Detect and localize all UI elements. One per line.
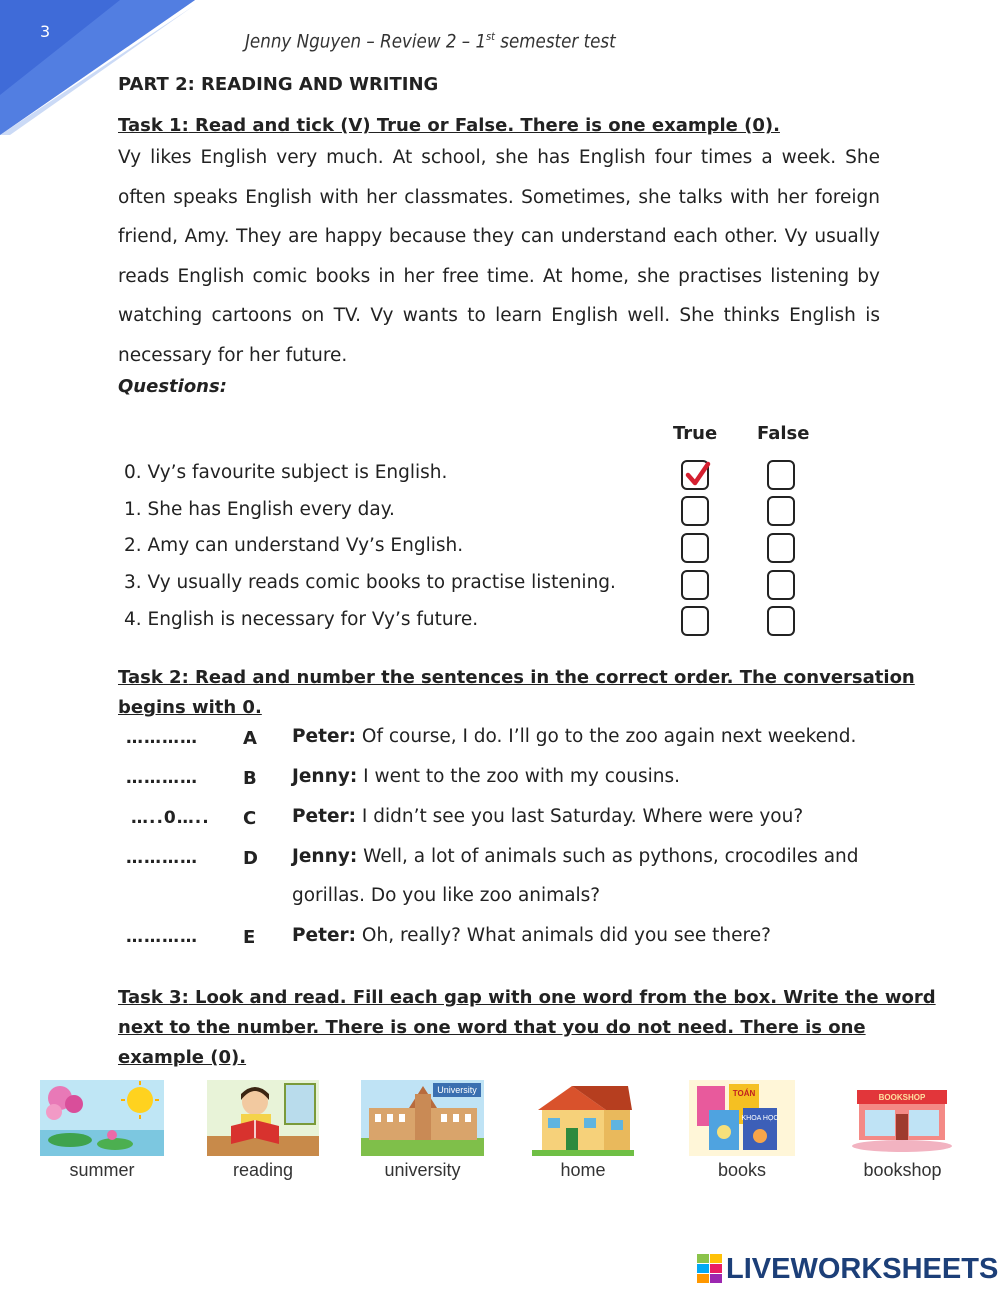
q3-true-checkbox[interactable]	[681, 570, 709, 600]
text-b: I went to the zoo with my cousins.	[357, 766, 680, 787]
books-picture	[689, 1080, 795, 1156]
letter-e: E	[243, 927, 256, 948]
text-a: Of course, I do. I’ll go to the zoo again next weekend.	[356, 726, 857, 747]
letter-c: C	[243, 808, 257, 829]
sentence-b	[292, 766, 680, 787]
letter-b: B	[243, 768, 257, 789]
university-sign: University	[437, 1085, 477, 1095]
task2-label: Task 2:	[118, 667, 189, 688]
word-bookshop: bookshop	[863, 1160, 942, 1180]
q3-false-checkbox[interactable]	[767, 570, 795, 600]
sentence-d	[292, 846, 859, 867]
task3-instruction-2: next to the number. There is one word that you do not need. There is one	[118, 1017, 866, 1038]
word-university: university	[384, 1160, 461, 1180]
logo-text: LIVEWORKSHEETS	[726, 1252, 999, 1285]
question-4: 4. English is necessary for Vy’s future.	[124, 609, 479, 630]
letter-a: A	[243, 728, 257, 749]
home-picture	[532, 1080, 634, 1156]
summer-picture	[40, 1080, 164, 1156]
letter-d: D	[243, 848, 258, 869]
questions-label: Questions:	[118, 376, 227, 397]
header-title: Jenny Nguyen – Review 2 – 1	[245, 30, 487, 53]
q0-true-checkbox[interactable]	[681, 460, 709, 490]
q2-true-checkbox[interactable]	[681, 533, 709, 563]
part-title: PART 2: READING AND WRITING	[118, 74, 439, 95]
text-d: Well, a lot of animals such as pythons, crocodiles and	[357, 846, 859, 867]
text-c: I didn’t see you last Saturday. Where were you?	[356, 806, 804, 827]
speaker-e: Peter:	[292, 925, 357, 946]
col-false-header: False	[757, 423, 810, 444]
q4-true-checkbox[interactable]	[681, 606, 709, 636]
task3-instruction-3: example (0).	[118, 1047, 247, 1068]
sentence-a	[292, 726, 856, 747]
task1-passage: Vy likes English very much. At school, she has English four times a week. She often speaks English with her classmates. Sometimes, she talks with her foreign friend, Amy. They are happy because they can understand each other. Vy usually reads English comic books in her free time. At home, she practises listening by watching cartoons on TV. Vy wants to learn English well. She thinks English is necessary for her future.	[118, 147, 880, 366]
bookshop-picture	[849, 1080, 956, 1156]
question-3: 3. Vy usually reads comic books to practise listening.	[124, 572, 616, 593]
book-title-2: KHOA HỌC	[741, 1115, 779, 1122]
red-tick-icon	[685, 460, 711, 490]
answer-blank-d[interactable]: …………	[126, 848, 198, 868]
q1-false-checkbox[interactable]	[767, 496, 795, 526]
task1-label: Task 1:	[118, 115, 189, 136]
word-reading: reading	[232, 1160, 294, 1180]
speaker-b: Jenny:	[292, 766, 358, 787]
col-true-header: True	[673, 423, 718, 444]
task3-label: Task 3:	[118, 987, 189, 1008]
task2-instruction-1: Read and number the sentences in the correct order. The conversation	[188, 667, 915, 688]
speaker-c: Peter:	[292, 806, 357, 827]
q4-false-checkbox[interactable]	[767, 606, 795, 636]
word-home: home	[560, 1160, 606, 1180]
question-1: 1. She has English every day.	[124, 499, 395, 520]
answer-blank-c: …..0…..	[131, 808, 210, 828]
speaker-a: Peter:	[292, 726, 357, 747]
header-tail: semester test	[494, 30, 616, 53]
sentence-e	[292, 925, 771, 946]
word-summer: summer	[69, 1160, 135, 1180]
answer-blank-b[interactable]: …………	[126, 768, 198, 788]
liveworksheets-logo-icon	[697, 1254, 723, 1284]
university-picture	[361, 1080, 484, 1156]
q1-true-checkbox[interactable]	[681, 496, 709, 526]
task2-heading	[118, 663, 915, 723]
reading-picture	[207, 1080, 319, 1156]
header-sup: st	[486, 30, 495, 43]
question-2: 2. Amy can understand Vy’s English.	[124, 535, 464, 556]
page-header	[245, 30, 616, 52]
task2-instruction-2: begins with 0.	[118, 697, 262, 718]
liveworksheets-logo[interactable]	[697, 1252, 998, 1286]
task3-heading	[118, 983, 936, 1073]
page-number: 3	[40, 22, 51, 41]
question-0: 0. Vy’s favourite subject is English.	[124, 462, 448, 483]
task1-instruction: Read and tick (V) True or False. There is one example (0).	[188, 115, 780, 136]
q2-false-checkbox[interactable]	[767, 533, 795, 563]
sentence-c	[292, 806, 803, 827]
sentence-d-cont: gorillas. Do you like zoo animals?	[292, 885, 601, 906]
answer-blank-a[interactable]: …………	[126, 728, 198, 748]
q0-false-checkbox[interactable]	[767, 460, 795, 490]
answer-blank-e[interactable]: …………	[126, 927, 198, 947]
speaker-d: Jenny:	[292, 846, 358, 867]
word-books: books	[717, 1160, 767, 1180]
bookshop-sign: BOOKSHOP	[878, 1093, 926, 1102]
book-title-1: TOÁN	[732, 1089, 756, 1098]
text-e: Oh, really? What animals did you see there?	[356, 925, 771, 946]
task1-heading	[118, 111, 780, 141]
task3-instruction-1: Look and read. Fill each gap with one word from the box. Write the word	[188, 987, 936, 1008]
